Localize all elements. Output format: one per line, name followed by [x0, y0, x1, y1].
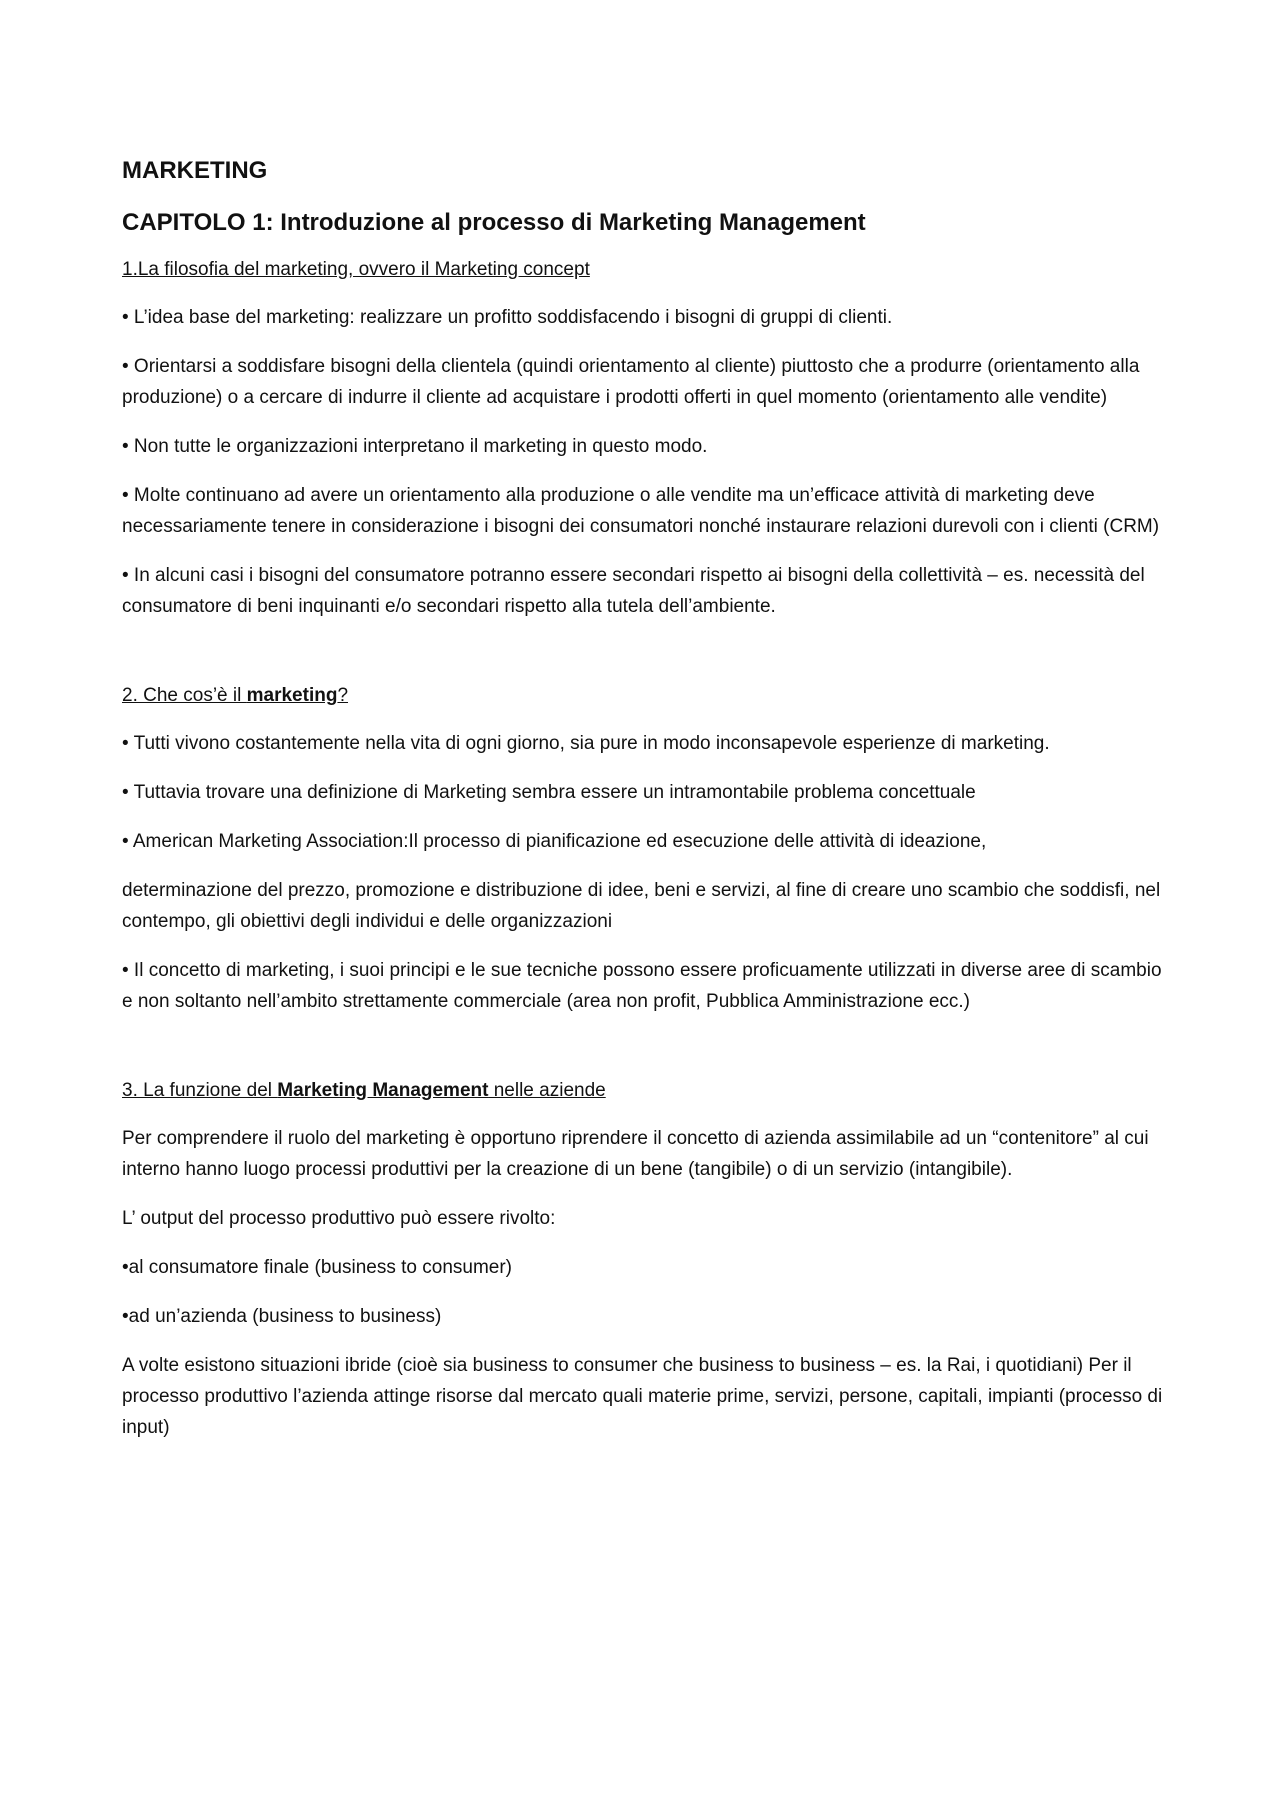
section-spacer	[122, 1035, 1167, 1079]
section-1-paragraph-2: • Orientarsi a soddisfare bisogni della clientela (quindi orientamento al cliente) piuttosto che a produrre (orientamento alla produzione) o a cercare di indurre il cliente ad acquistare i prodotti offerti in quel momento (orientamento alle vendite)	[122, 356, 1140, 408]
section-2-heading-suffix: ?	[337, 685, 349, 706]
section-1-paragraph-4: • Molte continuano ad avere un orientamento alla produzione o alle vendite ma un’efficace attività di marketing deve necessariamente tenere in considerazione i bisogni dei consumatori nonché instaurare relazioni durevoli con i clienti (CRM)	[122, 485, 1160, 537]
section-3-paragraph-2: L’ output del processo produttivo può essere rivolto:	[122, 1208, 556, 1229]
section-spacer	[122, 640, 1167, 684]
section-2-paragraph-5: • Il concetto di marketing, i suoi principi e le sue tecniche possono essere proficuamente utilizzati in diverse aree di scambio e non soltanto nell’ambito strettamente commerciale (area non profit, Pubblica Amministrazione ecc.)	[122, 960, 1162, 1012]
section-2-heading	[122, 684, 1167, 708]
section-3-heading-prefix: 3. La funzione del	[122, 1080, 278, 1101]
section-1-paragraph-3: • Non tutte le organizzazioni interpretano il marketing in questo modo.	[122, 436, 708, 457]
section-3-paragraph-5: A volte esistono situazioni ibride (cioè sia business to consumer che business to business – es. la Rai, i quotidiani) Per il processo produttivo l’azienda attinge risorse dal mercato quali materie prime, servizi, persone, capitali, impianti (processo di input)	[122, 1355, 1163, 1438]
section-3-heading	[122, 1079, 1167, 1103]
section-3-heading-suffix: nelle aziende	[488, 1080, 606, 1101]
section-1-paragraph-1: • L’idea base del marketing: realizzare un profitto soddisfacendo i bisogni di gruppi di clienti.	[122, 307, 893, 328]
document-title: MARKETING	[122, 157, 268, 184]
section-2-paragraph-4: determinazione del prezzo, promozione e distribuzione di idee, beni e servizi, al fine di creare uno scambio che soddisfi, nel contempo, gli obiettivi degli individui e delle organizzazioni	[122, 880, 1161, 932]
section-3-paragraph-3: •al consumatore finale (business to consumer)	[122, 1257, 513, 1278]
section-2-paragraph-2: • Tuttavia trovare una definizione di Marketing sembra essere un intramontabile problema concettuale	[122, 782, 976, 803]
section-3-paragraph-4: •ad un’azienda (business to business)	[122, 1306, 442, 1327]
section-3-heading-bold: Marketing Management	[277, 1080, 489, 1101]
section-2-paragraph-1: • Tutti vivono costantemente nella vita di ogni giorno, sia pure in modo inconsapevole esperienze di marketing.	[122, 733, 1050, 754]
chapter-title: CAPITOLO 1: Introduzione al processo di Marketing Management	[122, 209, 866, 236]
section-2-heading-bold: marketing	[246, 685, 338, 706]
section-1-paragraph-5: • In alcuni casi i bisogni del consumatore potranno essere secondari rispetto ai bisogni della collettività – es. necessità del consumatore di beni inquinanti e/o secondari rispetto alla tutela dell’ambiente.	[122, 565, 1145, 617]
section-2-heading-prefix: 2. Che cos’è il	[122, 685, 247, 706]
section-2-paragraph-3: • American Marketing Association:Il processo di pianificazione ed esecuzione delle attività di ideazione,	[122, 831, 987, 852]
section-1-heading: 1.La filosofia del marketing, ovvero il Marketing concept	[122, 259, 590, 280]
document-page	[122, 156, 1167, 1461]
section-3-paragraph-1: Per comprendere il ruolo del marketing è opportuno riprendere il concetto di azienda assimilabile ad un “contenitore” al cui interno hanno luogo processi produttivi per la creazione di un bene (tangibile) o di un servizio (intangibile).	[122, 1128, 1149, 1180]
